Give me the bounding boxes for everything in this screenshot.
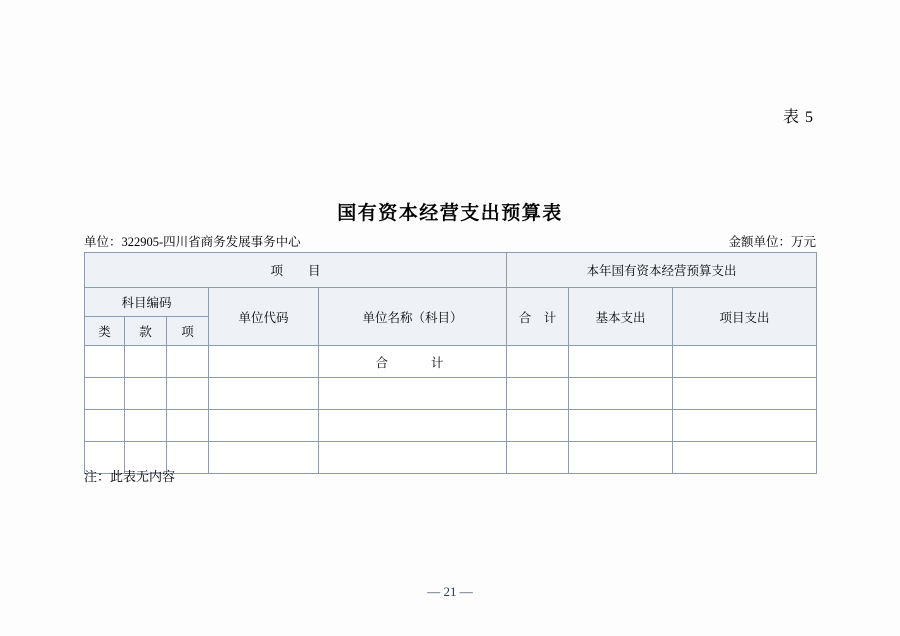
header-item-group: 项 目 — [85, 253, 507, 288]
header-code-kuan: 款 — [125, 317, 167, 346]
header-unit-code: 单位代码 — [209, 288, 319, 346]
unit-label-left: 单位：322905-四川省商务发展事务中心 — [84, 235, 301, 249]
cell-project — [673, 442, 817, 474]
cell-xiang — [167, 410, 209, 442]
table-note: 注：此表无内容 — [84, 469, 176, 484]
cell-basic — [569, 442, 673, 474]
cell-unit-name — [319, 442, 507, 474]
table-row — [85, 442, 817, 474]
table-row — [85, 410, 817, 442]
cell-total — [507, 410, 569, 442]
table-header-group-row — [85, 253, 817, 288]
cell-xiang — [167, 378, 209, 410]
cell-total — [507, 346, 569, 378]
header-code-group: 科目编码 — [85, 288, 209, 317]
header-code-lei: 类 — [85, 317, 125, 346]
table-body — [85, 346, 817, 474]
table-header-sub-row-1 — [85, 288, 817, 317]
table-row — [85, 346, 817, 378]
table-row — [85, 378, 817, 410]
cell-kuan — [125, 346, 167, 378]
header-unit-name: 单位名称（科目） — [319, 288, 507, 346]
cell-lei — [85, 410, 125, 442]
unit-label-right: 金额单位：万元 — [728, 235, 816, 249]
page-number: — 21 — — [427, 584, 473, 599]
header-project-expenditure: 项目支出 — [673, 288, 817, 346]
cell-project — [673, 346, 817, 378]
cell-kuan — [125, 410, 167, 442]
cell-project — [673, 410, 817, 442]
budget-table — [84, 252, 817, 474]
page-title: 国有资本经营支出预算表 — [337, 203, 563, 224]
header-total: 合 计 — [507, 288, 569, 346]
cell-lei — [85, 378, 125, 410]
cell-xiang — [167, 346, 209, 378]
cell-lei — [85, 346, 125, 378]
cell-unit-code — [209, 410, 319, 442]
cell-unit-name — [319, 410, 507, 442]
cell-kuan — [125, 378, 167, 410]
cell-unit-name — [319, 378, 507, 410]
cell-total — [507, 442, 569, 474]
cell-unit-name: 合 计 — [319, 346, 507, 378]
header-basic-expenditure: 基本支出 — [569, 288, 673, 346]
cell-unit-code — [209, 442, 319, 474]
cell-basic — [569, 410, 673, 442]
cell-basic — [569, 346, 673, 378]
header-budget-group: 本年国有资本经营预算支出 — [507, 253, 817, 288]
header-code-xiang: 项 — [167, 317, 209, 346]
cell-project — [673, 378, 817, 410]
cell-unit-code — [209, 378, 319, 410]
table-header — [85, 253, 817, 346]
cell-unit-code — [209, 346, 319, 378]
cell-basic — [569, 378, 673, 410]
meta-row — [84, 232, 816, 250]
table-label: 表 5 — [782, 109, 814, 126]
cell-total — [507, 378, 569, 410]
